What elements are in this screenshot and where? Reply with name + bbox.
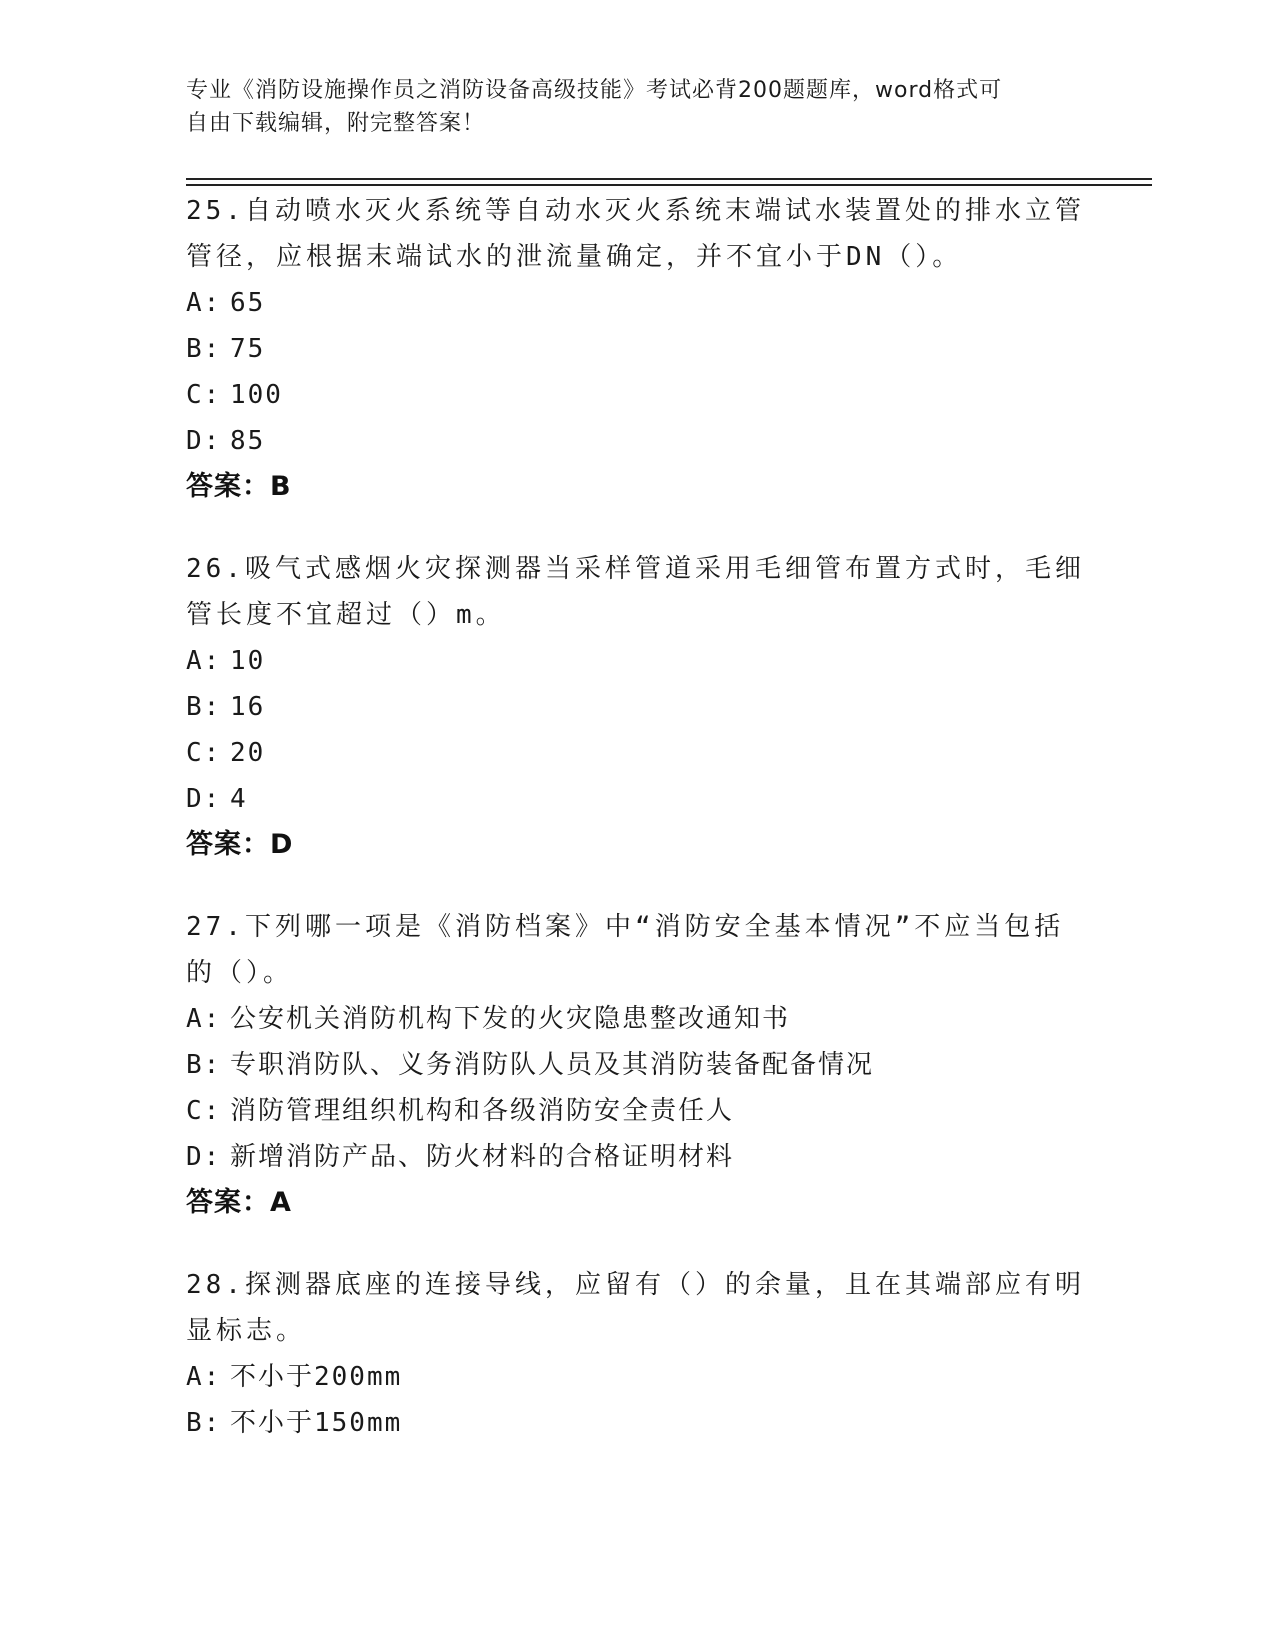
option-letter: B:	[186, 334, 222, 364]
header-line-1: 专业《消防设施操作员之消防设备高级技能》考试必背200题题库，word格式可	[186, 78, 1003, 103]
option-a	[186, 1354, 1086, 1400]
option-c	[186, 372, 1086, 418]
option-letter: C:	[186, 738, 222, 768]
answer-line: 答案：D	[186, 829, 294, 860]
option-text: 16	[230, 692, 266, 722]
option-b	[186, 1400, 1086, 1446]
question-25	[186, 188, 1086, 510]
question-text: 25.自动喷水灭火系统等自动水灭火系统末端试水装置处的排水立管管径，应根据末端试水的泄流量确定，并不宜小于DN（）。	[186, 196, 1085, 272]
option-text: 专职消防队、义务消防队人员及其消防装备配备情况	[230, 1050, 875, 1080]
option-letter: C:	[186, 1096, 222, 1126]
document-header	[186, 74, 1066, 140]
option-d	[186, 1134, 1086, 1180]
option-text: 10	[230, 646, 266, 676]
option-text: 4	[230, 784, 248, 814]
option-letter: C:	[186, 380, 222, 410]
option-text: 100	[230, 380, 283, 410]
option-letter: A:	[186, 1004, 222, 1034]
option-letter: A:	[186, 646, 222, 676]
answer-line: 答案：A	[186, 1187, 292, 1218]
option-text: 不小于150mm	[230, 1408, 403, 1438]
option-text: 65	[230, 288, 266, 318]
option-c	[186, 1088, 1086, 1134]
option-text: 公安机关消防机构下发的火灾隐患整改通知书	[230, 1004, 791, 1034]
question-26	[186, 546, 1086, 868]
header-line-2: 自由下载编辑，附完整答案！	[186, 111, 486, 136]
option-a	[186, 280, 1086, 326]
option-text: 75	[230, 334, 266, 364]
option-text: 新增消防产品、防火材料的合格证明材料	[230, 1142, 735, 1172]
option-letter: D:	[186, 1142, 222, 1172]
question-27	[186, 904, 1086, 1226]
option-b	[186, 326, 1086, 372]
option-b	[186, 684, 1086, 730]
answer-line: 答案：B	[186, 471, 292, 502]
option-d	[186, 776, 1086, 822]
option-letter: A:	[186, 1362, 222, 1392]
option-c	[186, 730, 1086, 776]
question-text: 28.探测器底座的连接导线，应留有（）的余量，且在其端部应有明显标志。	[186, 1270, 1085, 1346]
question-text: 26.吸气式感烟火灾探测器当采样管道采用毛细管布置方式时，毛细管长度不宜超过（）m。	[186, 554, 1085, 630]
question-text: 27.下列哪一项是《消防档案》中“消防安全基本情况”不应当包括的（）。	[186, 912, 1065, 988]
option-letter: B:	[186, 1408, 222, 1438]
option-a	[186, 996, 1086, 1042]
option-text: 85	[230, 426, 266, 456]
option-text: 20	[230, 738, 266, 768]
option-letter: B:	[186, 692, 222, 722]
header-rule-top	[186, 178, 1152, 180]
question-list	[186, 188, 1086, 1482]
option-b	[186, 1042, 1086, 1088]
option-letter: D:	[186, 426, 222, 456]
option-text: 不小于200mm	[230, 1362, 403, 1392]
option-letter: B:	[186, 1050, 222, 1080]
question-28	[186, 1262, 1086, 1446]
option-a	[186, 638, 1086, 684]
option-letter: A:	[186, 288, 222, 318]
option-d	[186, 418, 1086, 464]
option-letter: D:	[186, 784, 222, 814]
option-text: 消防管理组织机构和各级消防安全责任人	[230, 1096, 735, 1126]
header-rule-bottom	[186, 184, 1152, 186]
